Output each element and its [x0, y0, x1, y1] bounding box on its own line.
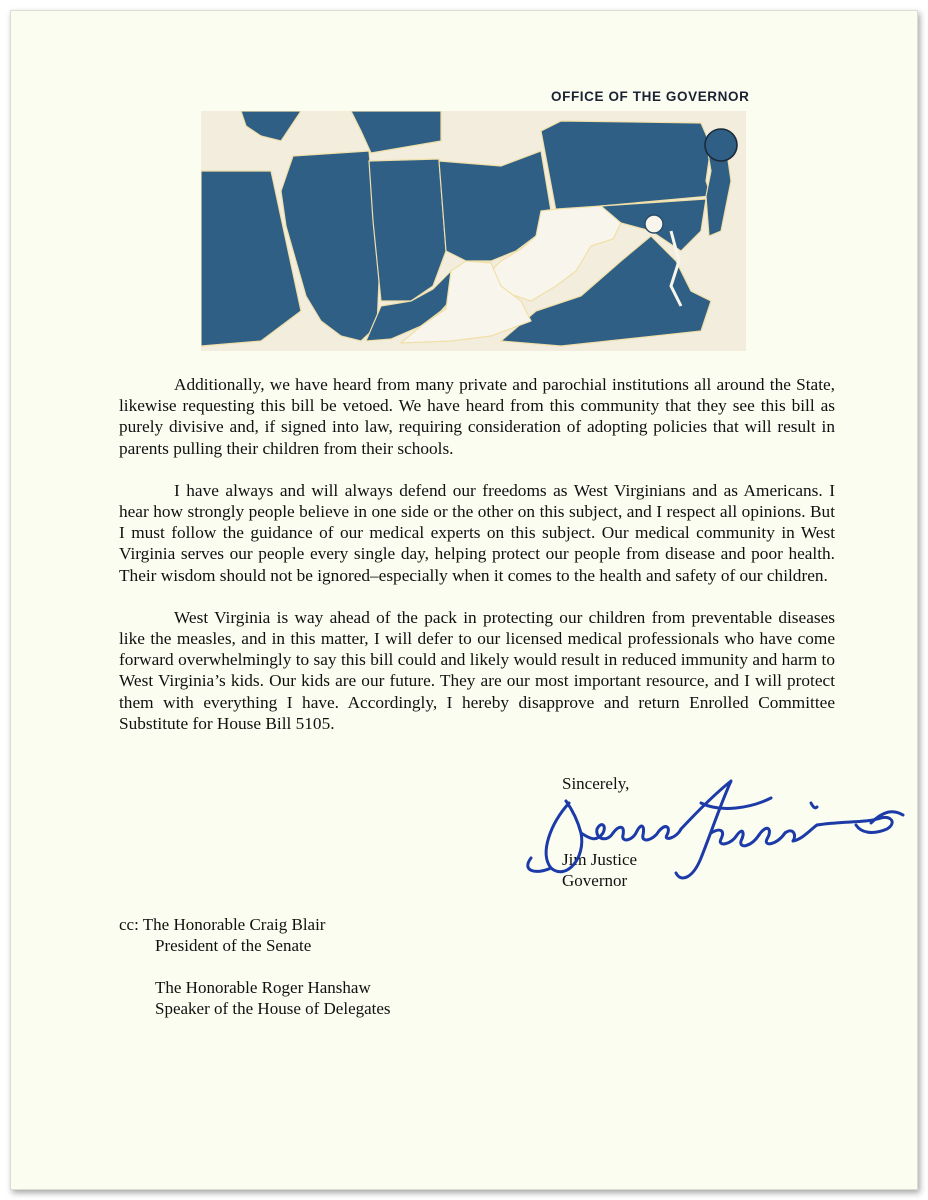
letter-body [119, 374, 835, 755]
dc-marker [645, 215, 663, 233]
cc-block [119, 914, 391, 1019]
cc-recipient-1-name: The Honorable Craig Blair [142, 915, 326, 934]
cc-label: cc: [119, 915, 139, 934]
signer-name: Jim Justice [562, 850, 638, 869]
cc-recipient-2-name: The Honorable Roger Hanshaw [155, 978, 371, 997]
cc-recipient-2-title: Speaker of the House of Delegates [155, 999, 391, 1018]
cc-recipient-1-title: President of the Senate [155, 936, 312, 955]
cc-line-1 [119, 914, 391, 935]
indiana-shape [369, 159, 446, 301]
signature-graphic [511, 763, 921, 893]
paragraph-3: West Virginia is way ahead of the pack in protecting our children from preventable diseases like the measles, and in this matter, I will defer to our licensed medical professionals who have come forward overwhelmingly to say this bill could and likely would result in reduced immunity and harm to West Virginia’s kids. Our kids are our future. They are our most important resource, and I will protect them with everything I have. Accordingly, I hereby disapprove and return Enrolled Committee Substitute for House Bill 5105. [119, 607, 835, 733]
letter-page [10, 10, 918, 1190]
signer-title: Governor [562, 871, 628, 890]
closing-salutation: Sincerely, [562, 774, 630, 793]
office-header: OFFICE OF THE GOVERNOR [551, 89, 750, 104]
pennsylvania-shape [541, 121, 711, 211]
paragraph-1: Additionally, we have heard from many private and parochial institutions all around the State, likewise requesting this bill be vetoed. We have heard from this community that they see this bill as purely divisive and, if signed into law, requiring consideration of adopting policies that will result in parents pulling their children from their schools. [119, 375, 835, 458]
paragraph-2: I have always and will always defend our freedoms as West Virginians and as Americans. I hear how strongly people believe in one side or the other on this subject, and I respect all opinions. But I must follow the guidance of our medical experts on this subject. Our medical community in West Virginia serves our people every single day, helping protect our people from disease and poor health. Their wisdom should not be ignored–especially when it comes to the health and safety of our children. [119, 480, 835, 585]
state-map-letterhead [201, 111, 746, 351]
nyc-marker [705, 129, 737, 161]
map-graphic [201, 111, 746, 351]
handwritten-signature [511, 763, 921, 893]
